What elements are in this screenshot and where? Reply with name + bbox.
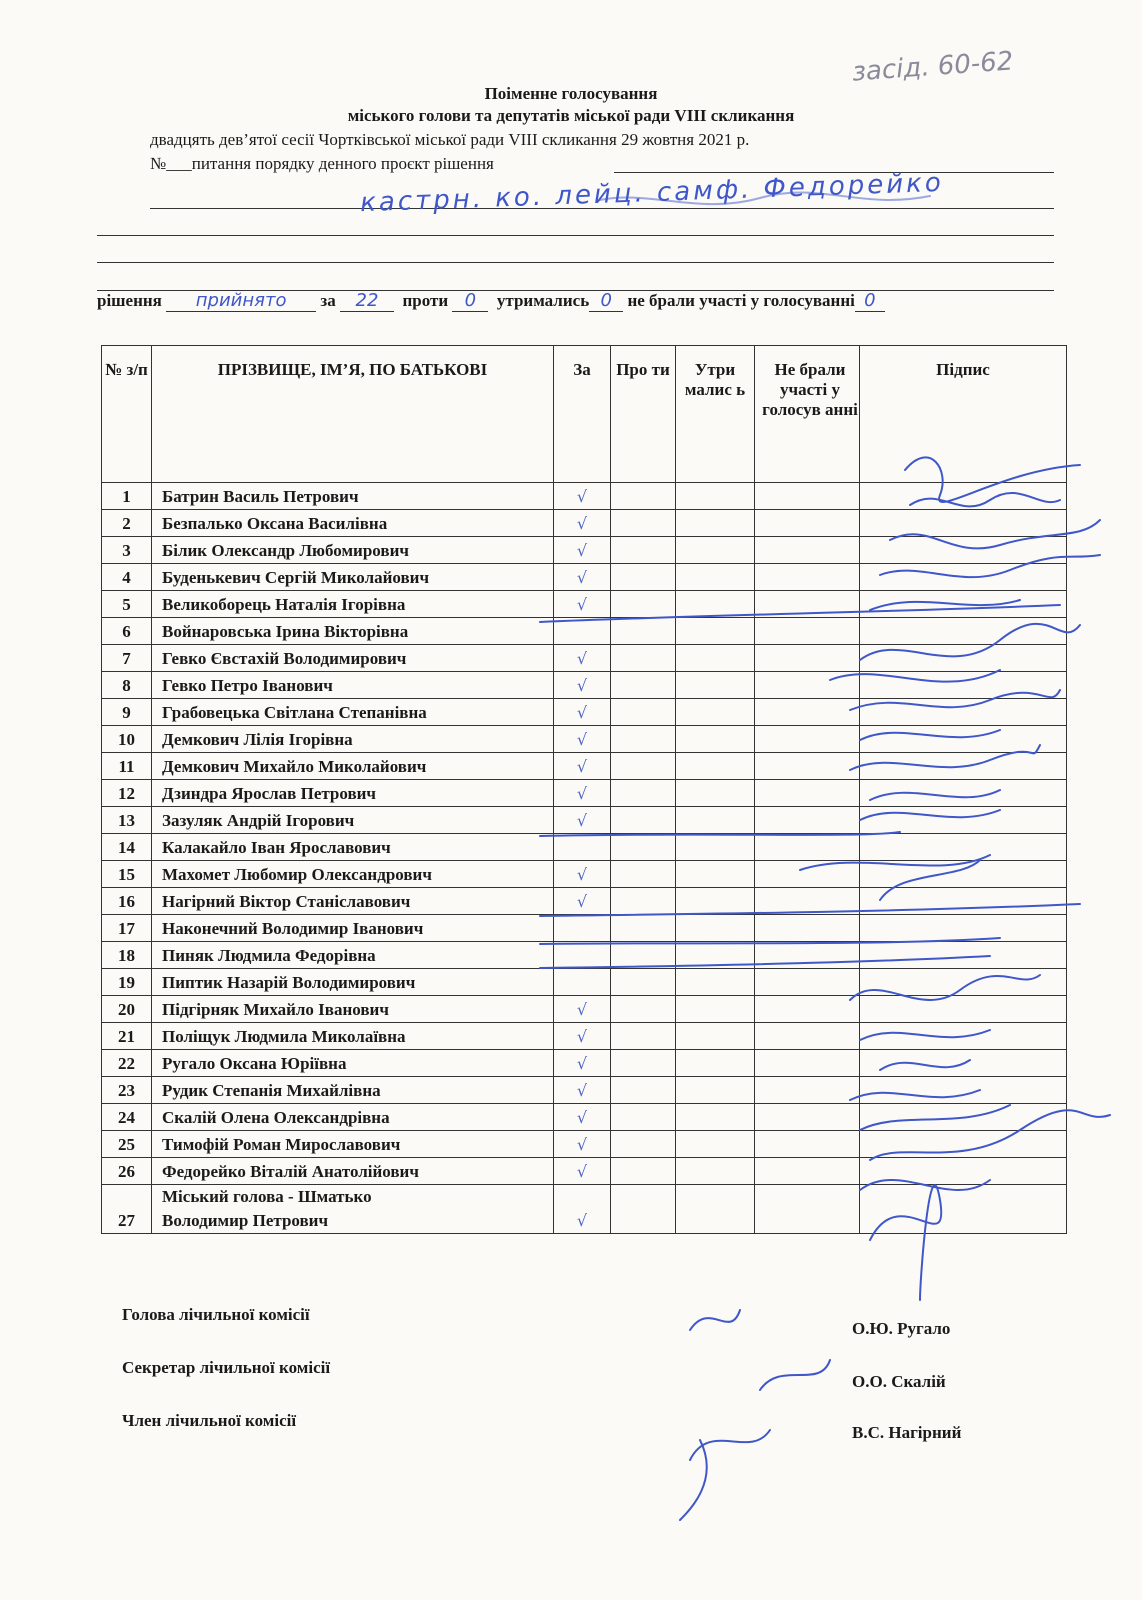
- vote-tick-mark: √: [576, 514, 588, 533]
- chair-name: О.Ю. Ругало: [852, 1319, 951, 1338]
- signature-8: [830, 670, 1000, 682]
- row-name: Білик Олександр Любомирович: [152, 537, 554, 564]
- row-number: 26: [102, 1158, 152, 1185]
- row-number: 24: [102, 1104, 152, 1131]
- vote-tick-mark: √: [576, 1108, 588, 1127]
- vote-tick-mark: √: [576, 757, 588, 776]
- signature-13: [860, 810, 1000, 820]
- signature-12: [870, 790, 1000, 800]
- signature-10: [860, 730, 1000, 740]
- strike-line-row-6: [540, 605, 1060, 622]
- row-number: 20: [102, 996, 152, 1023]
- signature-26: [860, 1180, 990, 1190]
- row-name: Грабовецька Світлана Степанівна: [152, 699, 554, 726]
- row-name: Гевко Євстахій Володимирович: [152, 645, 554, 672]
- row-number: 17: [102, 915, 152, 942]
- header-name: ПРІЗВИЩЕ, ІМ’Я, ПО БАТЬКОВІ: [152, 346, 554, 483]
- document-subtitle: міського голови та депутатів міської ради VIII скликання: [347, 106, 795, 125]
- row-number: 13: [102, 807, 152, 834]
- row-name: Дзиндра Ярослав Петрович: [152, 780, 554, 807]
- header-for: За: [554, 346, 611, 483]
- against-count: 0: [464, 290, 477, 311]
- vote-tick-mark: √: [576, 892, 588, 911]
- signature-4: [880, 555, 1100, 577]
- vote-tick-mark: √: [576, 1081, 588, 1100]
- row-number: 12: [102, 780, 152, 807]
- signature-21: [860, 1030, 990, 1040]
- chair-signature: [690, 1310, 740, 1330]
- vote-tick-mark: √: [576, 784, 588, 803]
- signature-1: [905, 457, 1080, 502]
- row-number: 8: [102, 672, 152, 699]
- secretary-signature: [760, 1360, 830, 1390]
- vote-tick-mark: √: [576, 1027, 588, 1046]
- vote-tick-mark: √: [576, 811, 588, 830]
- vote-tick-mark: √: [576, 1054, 588, 1073]
- signature-27: [870, 1185, 941, 1300]
- signature-22: [880, 1060, 970, 1070]
- row-number: 14: [102, 834, 152, 861]
- vote-tick-mark: √: [576, 1211, 588, 1230]
- corner-note: засід. 60-62: [851, 46, 1015, 88]
- row-name: Нагірний Віктор Станіславович: [152, 888, 554, 915]
- row-name: Гевко Петро Іванович: [152, 672, 554, 699]
- header-against: Про ти: [611, 346, 676, 483]
- not-voted-label: не брали участі у голосуванні: [627, 291, 855, 310]
- row-name: Великоборець Наталія Ігорівна: [152, 591, 554, 618]
- row-name: Войнаровська Ірина Вікторівна: [152, 618, 554, 645]
- agenda-handwritten-topic: кастрн. ко. лейц. самф. Федорейко: [359, 167, 945, 219]
- strike-line-row-14: [540, 832, 900, 836]
- row-name: Демкович Михайло Миколайович: [152, 753, 554, 780]
- decision-value: прийнято: [195, 290, 287, 311]
- row-number: 16: [102, 888, 152, 915]
- row-name: Ругало Оксана Юріївна: [152, 1050, 554, 1077]
- against-label: проти: [402, 291, 449, 310]
- decision-label: рішення: [97, 291, 162, 310]
- header-abstained: Утри малис ь: [676, 346, 755, 483]
- signature-25: [870, 1110, 1110, 1160]
- row-name: Підгірняк Михайло Іванович: [152, 996, 554, 1023]
- header-not-voted: Не брали участі у голосув анні: [755, 346, 860, 483]
- vote-tick-mark: √: [576, 676, 588, 695]
- row-name: Поліщук Людмила Миколаївна: [152, 1023, 554, 1050]
- abstained-count: 0: [600, 290, 612, 311]
- vote-tick-mark: √: [576, 568, 588, 587]
- vote-tick-mark: √: [576, 730, 588, 749]
- header-num: № з/п: [102, 346, 152, 483]
- signature-20: [850, 975, 1040, 1000]
- for-count: 22: [355, 290, 379, 311]
- row-number: 18: [102, 942, 152, 969]
- member-name: В.С. Нагірний: [852, 1423, 962, 1442]
- row-number: 4: [102, 564, 152, 591]
- strike-line-row-17: [540, 904, 1080, 916]
- vote-tick-mark: √: [576, 595, 588, 614]
- row-name: Пиняк Людмила Федорівна: [152, 942, 554, 969]
- vote-tick-mark: √: [576, 541, 588, 560]
- vote-tick-mark: √: [576, 1162, 588, 1181]
- row-number: 25: [102, 1131, 152, 1158]
- row-number: 9: [102, 699, 152, 726]
- row-name: Махомет Любомир Олександрович: [152, 861, 554, 888]
- row-number: 15: [102, 861, 152, 888]
- row-name: Зазуляк Андрій Ігорович: [152, 807, 554, 834]
- row-number: 23: [102, 1077, 152, 1104]
- row-name: Буденькевич Сергій Миколайович: [152, 564, 554, 591]
- row-number: 7: [102, 645, 152, 672]
- row-number: 19: [102, 969, 152, 996]
- row-name: Наконечний Володимир Іванович: [152, 915, 554, 942]
- secretary-name: О.О. Скалій: [852, 1372, 946, 1391]
- row-name-line-2: Володимир Петрович: [162, 1211, 329, 1230]
- row-name: Безпалько Оксана Василівна: [152, 510, 554, 537]
- row-name: Пиптик Назарій Володимирович: [152, 969, 554, 996]
- row-number: 5: [102, 591, 152, 618]
- row-number: 2: [102, 510, 152, 537]
- row-name: Тимофій Роман Мирославович: [152, 1131, 554, 1158]
- row-number: 1: [102, 483, 152, 510]
- row-name: Батрин Василь Петрович: [152, 483, 554, 510]
- row-name: Скалій Олена Олександрівна: [152, 1104, 554, 1131]
- member-label: Член лічильної комісії: [122, 1411, 297, 1430]
- row-number: 3: [102, 537, 152, 564]
- row-number: 6: [102, 618, 152, 645]
- secretary-label: Секретар лічильної комісії: [122, 1358, 331, 1377]
- signature-7: [860, 624, 1080, 660]
- vote-tick-mark: √: [576, 1135, 588, 1154]
- row-number: 10: [102, 726, 152, 753]
- vote-tick-mark: √: [576, 649, 588, 668]
- signature-15: [800, 855, 990, 870]
- for-label: за: [320, 291, 336, 310]
- agenda-item-label: №___питання порядку денного проєкт рішення: [150, 154, 494, 173]
- signature-11: [850, 745, 1040, 770]
- signature-9: [850, 690, 1060, 710]
- header-signature: Підпис: [860, 346, 1067, 483]
- row-name: Рудик Степанія Михайлівна: [152, 1077, 554, 1104]
- document-title: Поіменне голосування: [484, 84, 658, 103]
- member-signature: [680, 1430, 770, 1520]
- row-name: Калакайло Іван Ярославович: [152, 834, 554, 861]
- not-voted-count: 0: [864, 290, 876, 311]
- row-name: Федорейко Віталій Анатолійович: [152, 1158, 554, 1185]
- strike-line-row-18: [540, 938, 1000, 944]
- topic-scribble: [600, 192, 930, 204]
- vote-tick-mark: √: [576, 865, 588, 884]
- signature-3: [890, 520, 1100, 548]
- row-name-line-1: Міський голова - Шматько: [162, 1187, 372, 1206]
- session-line: двадцять дев’ятої сесії Чортківської міської ради VIII скликання 29 жовтня 2021 р.: [150, 130, 750, 149]
- row-number: 22: [102, 1050, 152, 1077]
- signature-23: [850, 1090, 980, 1100]
- vote-tick-mark: √: [576, 1000, 588, 1019]
- vote-tick-mark: √: [576, 487, 588, 506]
- row-name: Демкович Лілія Ігорівна: [152, 726, 554, 753]
- signature-24: [860, 1105, 1010, 1130]
- vote-tick-mark: √: [576, 703, 588, 722]
- abstained-label: утримались: [496, 291, 590, 310]
- row-number: 27: [102, 1185, 152, 1234]
- row-number: 11: [102, 753, 152, 780]
- row-number: 21: [102, 1023, 152, 1050]
- chair-label: Голова лічильної комісії: [122, 1305, 310, 1324]
- strike-line-row-19: [540, 956, 990, 968]
- signature-2: [910, 493, 1060, 506]
